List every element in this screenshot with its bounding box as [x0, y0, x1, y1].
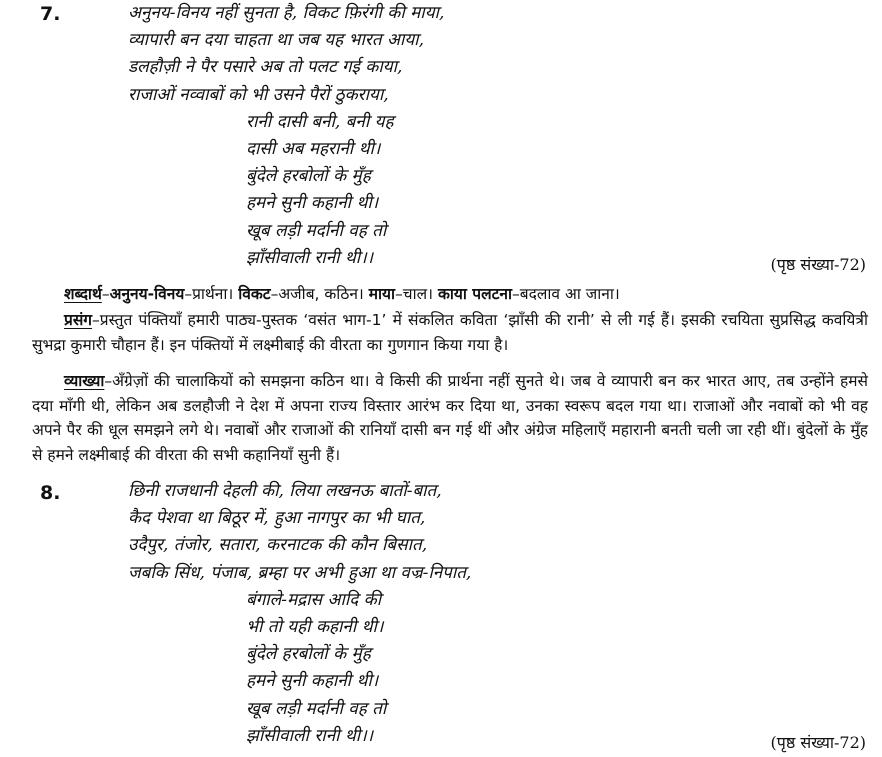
poem-line: बुंदेले हरबोलों के मुँह [246, 166, 371, 187]
glossary-word: काया पलटना [437, 285, 513, 303]
poem-line: अनुनय-विनय नहीं सुनता है, विकट फ़िरंगी की माया, [128, 3, 445, 23]
poem-line: छिनी राजधानी देहली की, लिया लखनऊ बातों-बात, [128, 481, 442, 501]
poem-line: खूब लड़ी मर्दानी वह तो [246, 220, 387, 241]
poem-line: व्यापारी बन दया चाहता था जब यह भारत आया, [128, 30, 424, 51]
stanza-7-number: 7. [40, 3, 61, 25]
prasang-text: प्रस्तुत पंक्तियाँ हमारी पाठ्य-पुस्तक ‘वसंत भाग-1’ में संकलित कविता ‘झाँसी की रानी’ से ली गई हैं। इसकी रचयिता सुप्रसिद्ध कवयित्री सुभद्रा कुमारी चौहान हैं। इन पंक्तियों में लक्ष्मीबाई की वीरता का गुणगान किया गया है। [32, 311, 868, 354]
poem-line: बंगाले-मद्रास आदि की [246, 589, 382, 610]
stanza-7-poem [128, 0, 444, 272]
stanza-8-poem [128, 478, 471, 750]
poem-line: झाँसीवाली रानी थी।। [246, 725, 374, 746]
vyakhya-text: अँग्रेज़ों की चालाकियों को समझना कठिन था। वे किसी की प्रार्थना नहीं सुनते थे। जब वे व्यापारी बन कर भारत आए, तब उन्होंने हमसे दया माँगी थी, लेकिन अब डलहौजी ने देश में अपना राज्य विस्तार आरंभ कर दिया था, उनका स्वरूप बदल गया था। राजाओं और नवाबों को भी वह अपने पैर की धूल समझने लगे थे। नवाबों और राजाओं की रानियाँ दासी बन गई थीं और अंग्रेज महिलाएँ महारानी बनती चली जा रही थीं। बुंदेलों के मुँह से हमने लक्ष्मीबाई की वीरता की सभी कहानियाँ सुनी हैं। [32, 372, 868, 464]
poem-line: रानी दासी बनी, बनी यह [246, 111, 394, 132]
poem-line: जबकि सिंध, पंजाब, ब्रम्हा पर अभी हुआ था वज्र-निपात, [128, 562, 472, 583]
prasang-heading: प्रसंग [64, 311, 93, 329]
poem-line: दासी अब महरानी थी। [246, 138, 381, 159]
glossary-word: विकट [238, 285, 271, 303]
shabdarth-paragraph: शब्दार्थ–अनुनय-विनय–प्रार्थना। विकट–अजीब, कठिन। माया–चाल। काया पलटना–बदलाव आ जाना। [64, 285, 620, 303]
vyakhya-paragraph: व्याख्या–अँग्रेज़ों की चालाकियों को समझना कठिन था। वे किसी की प्रार्थना नहीं सुनते थे। जब वे व्यापारी बन कर भारत आए, तब उन्होंने हमसे दया माँगी थी, लेकिन अब डलहौजी ने देश में अपना राज्य विस्तार आरंभ कर दिया था, उनका स्वरूप बदल गया था। राजाओं और नवाबों को भी वह अपने पैर की धूल समझने लगे थे। नवाबों और राजाओं की रानियाँ दासी बन गई थीं और अंग्रेज महिलाएँ महारानी बनती चली जा रही थीं। बुंदेलों के मुँह से हमने लक्ष्मीबाई की वीरता की सभी कहानियाँ सुनी हैं। [32, 372, 868, 464]
poem-line: भी तो यही कहानी थी। [246, 616, 384, 637]
poem-line: उदैपुर, तंजोर, सतारा, करनाटक की कौन बिसात, [128, 535, 428, 556]
stanza-8-page-ref: (पृष्ठ संख्या-72) [770, 733, 866, 752]
stanza-7-page-ref: (पृष्ठ संख्या-72) [770, 255, 866, 274]
poem-line: कैद पेशवा था बिठूर में, हुआ नागपुर का भी घात, [128, 508, 426, 529]
vyakhya-heading: व्याख्या [64, 372, 105, 390]
glossary-meaning: चाल। [402, 285, 434, 303]
poem-line: हमने सुनी कहानी थी। [246, 671, 379, 692]
glossary-word: अनुनय-विनय [109, 285, 185, 303]
shabdarth-heading: शब्दार्थ [64, 285, 102, 303]
poem-line: डलहौज़ी ने पैर पसारे अब तो पलट गई काया, [128, 57, 403, 78]
glossary-meaning: अजीब, कठिन। [278, 285, 364, 303]
glossary-meaning: बदलाव आ जाना। [519, 285, 620, 303]
poem-line: खूब लड़ी मर्दानी वह तो [246, 698, 387, 719]
poem-line: बुंदेले हरबोलों के मुँह [246, 644, 371, 665]
poem-line: राजाओं नव्वाबों को भी उसने पैरों ठुकराया, [128, 84, 389, 105]
stanza-8-number: 8. [40, 482, 61, 504]
poem-line: हमने सुनी कहानी थी। [246, 193, 379, 214]
glossary-meaning: प्रार्थना। [192, 285, 234, 303]
glossary-word: माया [368, 285, 396, 303]
prasang-paragraph: प्रसंग–प्रस्तुत पंक्तियाँ हमारी पाठ्य-पुस्तक ‘वसंत भाग-1’ में संकलित कविता ‘झाँसी की रानी’ से ली गई हैं। इसकी रचयिता सुप्रसिद्ध कवयित्री सुभद्रा कुमारी चौहान हैं। इन पंक्तियों में लक्ष्मीबाई की वीरता का गुणगान किया गया है। [32, 311, 868, 354]
poem-line: झाँसीवाली रानी थी।। [246, 247, 374, 268]
